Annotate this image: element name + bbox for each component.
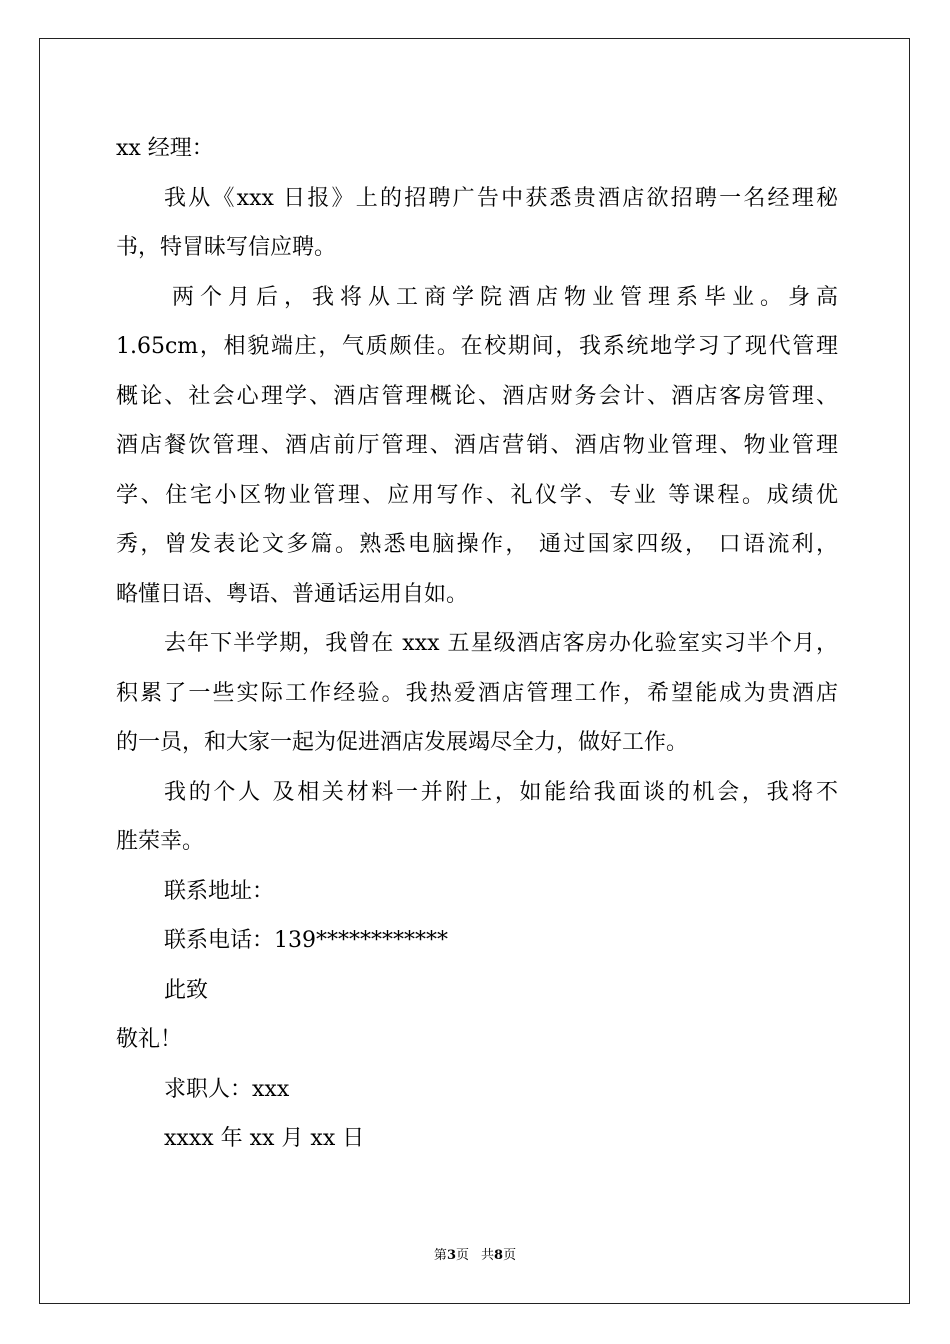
paragraph-2-line-6: 秀，曾发表论文多篇。熟悉电脑操作， 通过国家四级， 口语流利， xyxy=(116,532,838,557)
applicant-signature: 求职人：xxx xyxy=(164,1076,290,1102)
salutation: xx 经理： xyxy=(116,136,214,161)
letter-body xyxy=(116,124,838,1164)
paragraph-2-line-7: 略懂日语、粤语、普通话运用自如。 xyxy=(116,581,469,607)
letter-date: xxxx 年 xx 月 xx 日 xyxy=(164,1126,365,1151)
total-prefix: 共 xyxy=(481,1248,495,1263)
paragraph-2-line-5: 学、住宅小区物业管理、应用写作、礼仪学、专业 等课程。成绩优 xyxy=(116,482,838,508)
paragraph-3-line-3: 的一员，和大家一起为促进酒店发展竭尽全力，做好工作。 xyxy=(116,730,689,755)
contact-phone: 联系电话：139************ xyxy=(164,928,448,953)
paragraph-4-line-2: 胜荣幸。 xyxy=(116,829,205,854)
paragraph-2-line-3: 概论、社会心理学、酒店管理概论、酒店财务会计、酒店客房管理、 xyxy=(116,383,838,409)
closing-salute: 敬礼！ xyxy=(116,1027,183,1052)
contact-address: 联系地址： xyxy=(164,878,275,904)
paragraph-3-line-2: 积累了一些实际工作经验。我热爱酒店管理工作，希望能成为贵酒店 xyxy=(116,680,838,706)
current-page-number: 3 xyxy=(446,1248,456,1263)
closing-regards: 此致 xyxy=(164,977,209,1003)
total-suffix: 页 xyxy=(503,1248,517,1263)
page-footer xyxy=(0,1247,950,1265)
total-page-number: 8 xyxy=(494,1248,504,1263)
paragraph-1-line-2: 书，特冒昧写信应聘。 xyxy=(116,235,337,260)
page-suffix: 页 xyxy=(455,1248,469,1263)
paragraph-2-line-2: 1.65cm，相貌端庄，气质颇佳。在校期间，我系统地学习了现代管理 xyxy=(116,334,838,359)
page-prefix: 第 xyxy=(433,1248,447,1263)
paragraph-2-line-4: 酒店餐饮管理、酒店前厅管理、酒店营销、酒店物业管理、物业管理 xyxy=(116,433,838,458)
paragraph-2-line-1: 两个月后，我将从工商学院酒店物业管理系毕业。身高 xyxy=(172,284,838,310)
paragraph-1-line-1: 我从《xxx 日报》上的招聘广告中获悉贵酒店欲招聘一名经理秘 xyxy=(164,185,838,211)
paragraph-3-line-1: 去年下半学期，我曾在 xxx 五星级酒店客房办化验室实习半个月， xyxy=(164,631,838,656)
paragraph-4-line-1: 我的个人 及相关材料一并附上，如能给我面谈的机会，我将不 xyxy=(164,779,838,805)
